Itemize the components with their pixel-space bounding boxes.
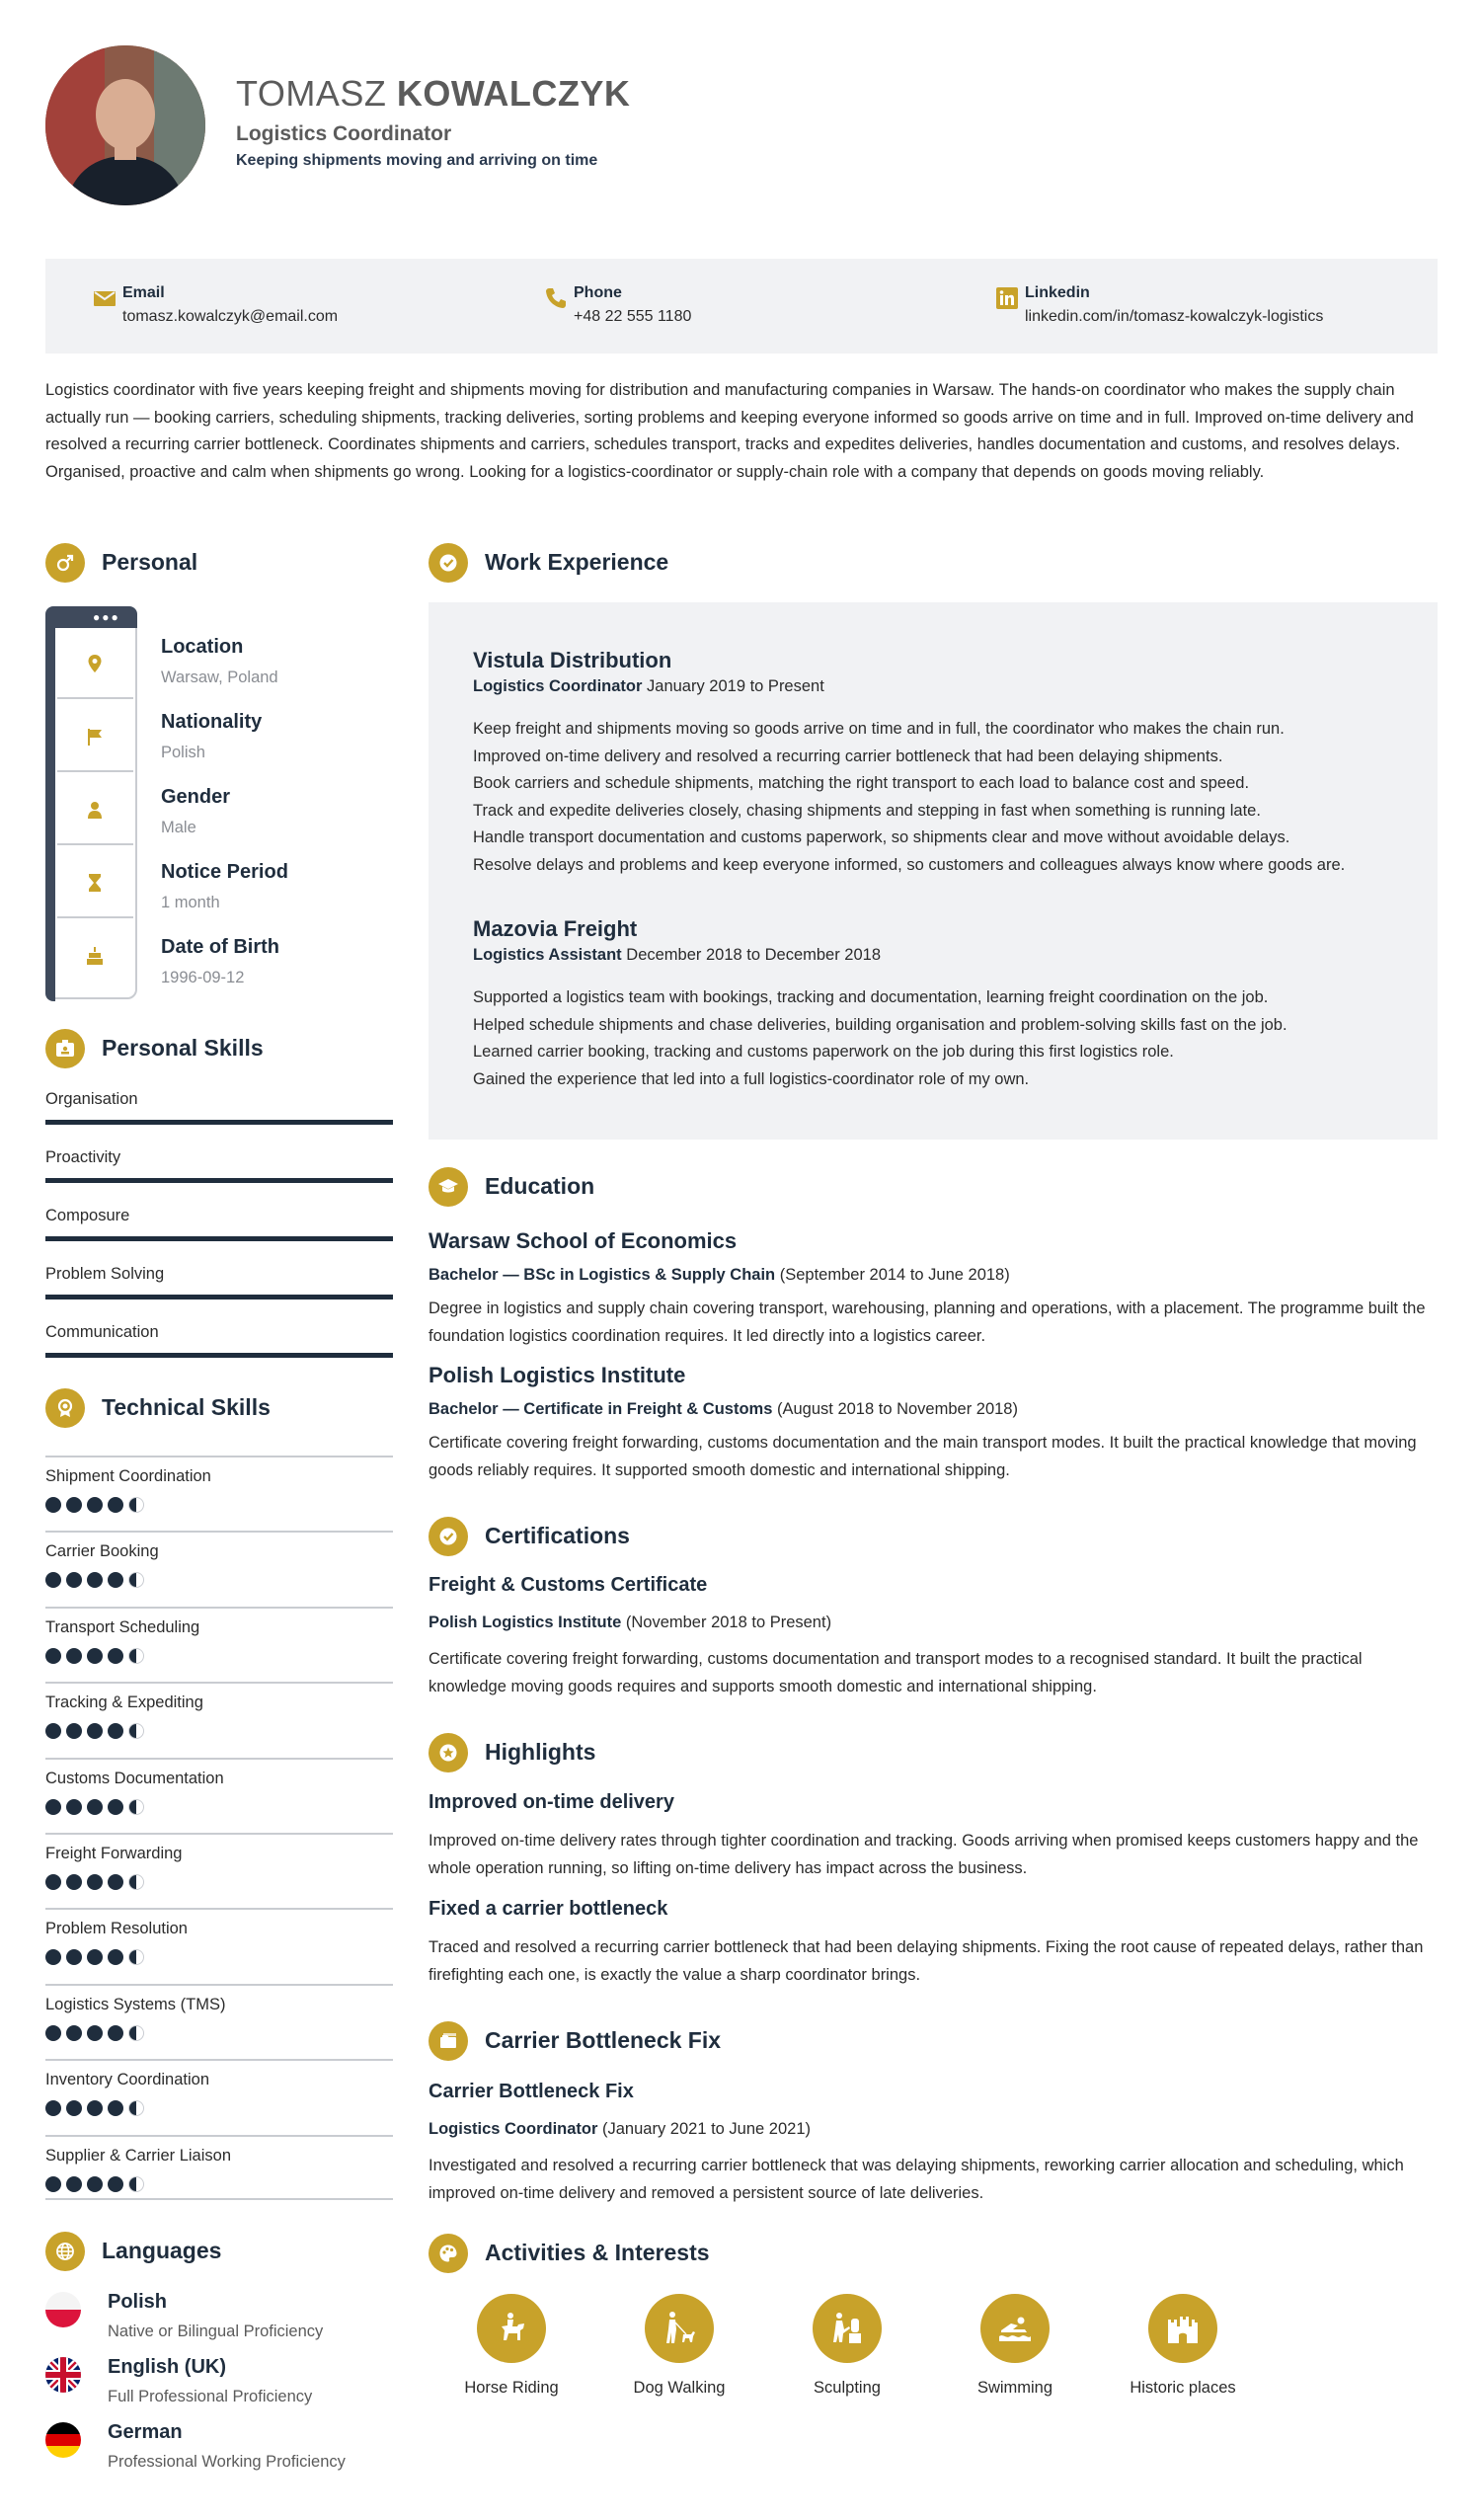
- technical-skill-name: Carrier Booking: [45, 1542, 159, 1561]
- degree-line: [429, 1400, 1018, 1419]
- technical-skill: [45, 1607, 393, 1676]
- rating-dot: [45, 1648, 61, 1664]
- project-role: Logistics Coordinator: [429, 2120, 598, 2138]
- job-line: Gained the experience that led into a full logistics-coordinator role of my own.: [473, 1069, 1030, 1088]
- degree-dates: (August 2018 to November 2018): [777, 1400, 1018, 1418]
- job-line: Supported a logistics team with bookings, tracking and documentation, learning freight coordination on the job.: [473, 988, 1269, 1006]
- sculpting-icon: [813, 2294, 882, 2363]
- interest-dog-walking: [610, 2294, 748, 2402]
- technical-skill-name: Freight Forwarding: [45, 1845, 183, 1862]
- rating-dot: [87, 1949, 103, 1965]
- frame-dots: ●●●: [93, 610, 120, 624]
- project-dates: (January 2021 to June 2021): [602, 2120, 811, 2138]
- divider: [45, 1607, 393, 1609]
- resume-header: [45, 45, 1428, 205]
- job-meta: [473, 677, 824, 696]
- language-level: Native or Bilingual Proficiency: [108, 2323, 324, 2340]
- rating-dot-half: [128, 2100, 144, 2116]
- divider: [45, 2059, 393, 2061]
- swimming-icon: [980, 2294, 1050, 2363]
- rating-dot: [66, 1648, 82, 1664]
- email-icon: [93, 286, 117, 310]
- linkedin-value[interactable]: linkedin.com/in/tomasz-kowalczyk-logistics: [1025, 308, 1324, 325]
- technical-skill: [45, 1456, 393, 1525]
- personal-label-dob: Date of Birth: [161, 936, 279, 958]
- rating-dot: [66, 1723, 82, 1739]
- section-title-languages: Languages: [102, 2238, 222, 2263]
- skill-bar: [45, 1120, 393, 1125]
- horse-riding-icon: [477, 2294, 546, 2363]
- job-line: Improved on-time delivery and resolved a recurring carrier bottleneck that had been delaying shipments.: [473, 747, 1223, 765]
- rating-dot: [66, 1874, 82, 1890]
- job-dates: December 2018 to December 2018: [626, 946, 882, 964]
- personal-skill: Proactivity: [45, 1148, 121, 1166]
- rating-dot: [87, 1572, 103, 1588]
- technical-skill-name: Shipment Coordination: [45, 1467, 211, 1485]
- personal-value-nationality: Polish: [161, 744, 205, 761]
- personal-cell-gender: [57, 774, 133, 845]
- rating-dot-half: [128, 1799, 144, 1815]
- rating-dot: [45, 1572, 61, 1588]
- uk-flag-icon: [45, 2357, 81, 2393]
- location-pin-icon: [85, 654, 105, 673]
- divider: [45, 1908, 393, 1910]
- profile-photo: [45, 45, 205, 205]
- certificate-issuer-line: [429, 1614, 831, 1632]
- divider: [45, 1833, 393, 1835]
- full-name: [236, 73, 630, 115]
- rating-dot: [45, 1723, 61, 1739]
- castle-icon: [1148, 2294, 1217, 2363]
- school-name: Warsaw School of Economics: [429, 1228, 738, 1253]
- technical-skill: [45, 1682, 393, 1751]
- section-title-personal: Personal: [102, 549, 198, 575]
- frame-topbar: [45, 606, 137, 628]
- personal-value-notice: 1 month: [161, 894, 220, 911]
- job-title: Logistics Coordinator: [473, 677, 643, 695]
- job-title: Logistics Assistant: [473, 946, 622, 964]
- personal-cell-dob: [57, 920, 133, 991]
- job-line: Learned carrier booking, tracking and customs paperwork on the job during this first logistics role.: [473, 1043, 1174, 1061]
- rating-dot: [87, 1648, 103, 1664]
- technical-skill: [45, 1758, 393, 1827]
- personal-cell-notice: [57, 847, 133, 918]
- technical-skill-name: Problem Resolution: [45, 1920, 188, 1938]
- job-line: Track and expedite deliveries closely, chasing shipments and stepping in fast when something is running late.: [473, 801, 1261, 820]
- rating-dot: [66, 1949, 82, 1965]
- skill-bar: [45, 1295, 393, 1299]
- degree-line: [429, 1266, 1010, 1285]
- highlight-text: Traced and resolved a recurring carrier bottleneck that had been delaying shipments. Fixing the root cause of repeated delays, rather than firefighting each one, is exactly the value a sharp coordinator brings.: [429, 1938, 1424, 1984]
- degree: Bachelor — Certificate in Freight & Customs: [429, 1400, 773, 1418]
- technical-skill-name: Inventory Coordination: [45, 2071, 210, 2089]
- tagline: Keeping shipments moving and arriving on time: [236, 152, 598, 169]
- technical-skill: [45, 1908, 393, 1977]
- section-title-certifications: Certifications: [485, 1523, 630, 1548]
- dog-walking-icon: [645, 2294, 714, 2363]
- phone-icon: [544, 286, 568, 310]
- section-title-work: Work Experience: [485, 549, 669, 575]
- rating-dot: [66, 1572, 82, 1588]
- job-line: Handle transport documentation and customs paperwork, so shipments clear and move without avoidable delays.: [473, 828, 1290, 846]
- technical-skill-name: Tracking & Expediting: [45, 1693, 203, 1712]
- rating-dot: [45, 2100, 61, 2116]
- job-line: Helped schedule shipments and chase deliveries, building organisation and problem-solving skills fast on the job.: [473, 1015, 1287, 1034]
- divider: [45, 1758, 393, 1760]
- degree: Bachelor — BSc in Logistics & Supply Chain: [429, 1266, 776, 1284]
- certificate-check-icon: [429, 1517, 468, 1556]
- technical-skill: [45, 2059, 393, 2128]
- job-description: [473, 716, 1401, 879]
- interest-label: Sculpting: [814, 2379, 881, 2397]
- rating-dot: [87, 1497, 103, 1513]
- highlight-title: Improved on-time delivery: [429, 1791, 674, 1813]
- highlight-text: Improved on-time delivery rates through tighter coordination and tracking. Goods arriving when promised keeps customers happy and the whole operation running, so lifting on-time delivery has impact across the business.: [429, 1832, 1419, 1877]
- technical-skill-name: Customs Documentation: [45, 1769, 224, 1787]
- rating-dot: [108, 1497, 123, 1513]
- personal-skill: Communication: [45, 1323, 159, 1341]
- personal-value-dob: 1996-09-12: [161, 969, 245, 986]
- language-name: German: [108, 2421, 183, 2443]
- rating-dot: [108, 2025, 123, 2041]
- education-description: Degree in logistics and supply chain covering transport, warehousing, planning and operations, with a placement. The programme built the foundation logistics coordination requires. It led directly into a logistics career.: [429, 1299, 1426, 1345]
- project-name: Carrier Bottleneck Fix: [429, 2081, 634, 2102]
- divider: [45, 1984, 393, 1986]
- rating-dot-half: [128, 1648, 144, 1664]
- germany-flag-icon: [45, 2422, 81, 2458]
- education-description: Certificate covering freight forwarding, customs documentation and the main transport modes. It built the practical knowledge that moving goods reliably requires. It supported smooth domestic and international shipping.: [429, 1434, 1417, 1479]
- language-level: Full Professional Proficiency: [108, 2388, 313, 2405]
- project-role-line: [429, 2120, 811, 2139]
- technical-skill: [45, 1531, 393, 1600]
- personal-skill: Composure: [45, 1207, 130, 1224]
- section-title-personal-skills: Personal Skills: [102, 1035, 264, 1061]
- rating-dot: [66, 1497, 82, 1513]
- globe-icon: [45, 2232, 85, 2271]
- award-ribbon-icon: [45, 1388, 85, 1428]
- rating-dot: [108, 1648, 123, 1664]
- language-name: Polish: [108, 2291, 168, 2313]
- rating-dot: [108, 1572, 123, 1588]
- school-name: Polish Logistics Institute: [429, 1363, 686, 1387]
- rating-dot: [87, 1799, 103, 1815]
- email-label: Email: [122, 284, 165, 301]
- graduation-cap-icon: [429, 1167, 468, 1207]
- first-name: TOMASZ: [236, 73, 387, 114]
- language-level: Professional Working Proficiency: [108, 2453, 346, 2471]
- palette-icon: [429, 2234, 468, 2273]
- divider: [45, 2135, 393, 2137]
- phone-value[interactable]: +48 22 555 1180: [574, 308, 692, 325]
- rating-dot: [87, 1723, 103, 1739]
- rating-dot: [87, 2025, 103, 2041]
- email-value[interactable]: tomasz.kowalczyk@email.com: [122, 308, 339, 325]
- job-description: [473, 984, 1401, 1093]
- rating-dot: [45, 2176, 61, 2192]
- contact-bar: [45, 259, 1438, 354]
- interest-label: Historic places: [1130, 2379, 1236, 2397]
- gender-symbol-icon: [45, 543, 85, 583]
- divider: [45, 1456, 393, 1457]
- rating-dot-half: [128, 1949, 144, 1965]
- project-description: Investigated and resolved a recurring carrier bottleneck that was delaying shipments, reworking carrier allocation and scheduling, which improved on-time delivery and removed a persistent source of late deliveries.: [429, 2157, 1404, 2202]
- certificate-description: Certificate covering freight forwarding, customs documentation and transport modes to a recognised standard. It built the practical knowledge moving goods requires and supports smooth domestic and international shipping.: [429, 1650, 1363, 1695]
- folder-icon: [429, 2021, 468, 2061]
- interest-swimming: [946, 2294, 1084, 2402]
- rating-dot: [66, 2100, 82, 2116]
- rating-dot: [45, 1874, 61, 1890]
- skill-bar: [45, 1353, 393, 1358]
- personal-cell-location: [57, 628, 133, 699]
- frame-leftbar: [45, 626, 55, 1001]
- rating-dot: [108, 1874, 123, 1890]
- personal-label-gender: Gender: [161, 786, 231, 808]
- job-meta: [473, 946, 881, 965]
- skill-bar: [45, 1178, 393, 1183]
- personal-label-notice: Notice Period: [161, 861, 288, 883]
- section-title-highlights: Highlights: [485, 1739, 596, 1765]
- divider: [45, 1531, 393, 1533]
- job-dates: January 2019 to Present: [647, 677, 824, 695]
- interest-historic-places: [1114, 2294, 1252, 2402]
- person-icon: [85, 800, 105, 820]
- certificate-name: Freight & Customs Certificate: [429, 1574, 708, 1596]
- rating-dot-half: [128, 2025, 144, 2041]
- rating-dot: [108, 1799, 123, 1815]
- phone-label: Phone: [574, 284, 622, 301]
- personal-skill: Organisation: [45, 1090, 138, 1108]
- job-line: Keep freight and shipments moving so goods arrive on time and in full, the coordinator who makes the chain run.: [473, 720, 1285, 738]
- personal-value-location: Warsaw, Poland: [161, 669, 278, 686]
- rating-dot-half: [128, 1497, 144, 1513]
- rating-dot: [45, 2025, 61, 2041]
- interest-label: Horse Riding: [464, 2379, 559, 2397]
- rating-dot-half: [128, 1572, 144, 1588]
- job-line: Book carriers and schedule shipments, matching the right transport to each load to balance cost and speed.: [473, 774, 1250, 792]
- rating-dot: [45, 1799, 61, 1815]
- technical-skill: [45, 1833, 393, 1902]
- section-title-interests: Activities & Interests: [485, 2240, 710, 2265]
- certificate-issuer: Polish Logistics Institute: [429, 1614, 622, 1631]
- linkedin-label: Linkedin: [1025, 284, 1090, 301]
- interest-label: Swimming: [976, 2379, 1053, 2397]
- rating-dot: [87, 1874, 103, 1890]
- hourglass-icon: [85, 873, 105, 893]
- certificate-dates: (November 2018 to Present): [625, 1614, 832, 1631]
- technical-skill-name: Transport Scheduling: [45, 1617, 200, 1636]
- personal-label-nationality: Nationality: [161, 711, 263, 733]
- degree-dates: (September 2014 to June 2018): [779, 1266, 1010, 1284]
- job-title: Logistics Coordinator: [236, 122, 452, 145]
- personal-info-frame: [45, 606, 137, 999]
- rating-dot: [66, 1799, 82, 1815]
- divider: [45, 2198, 393, 2200]
- linkedin-icon: [995, 286, 1019, 310]
- interest-horse-riding: [442, 2294, 581, 2402]
- interest-sculpting: [778, 2294, 916, 2402]
- job-company: Vistula Distribution: [473, 648, 672, 672]
- rating-dot: [108, 1949, 123, 1965]
- technical-skill: [45, 1984, 393, 2053]
- profile-summary: Logistics coordinator with five years keeping freight and shipments moving for distribution and manufacturing companies in Warsaw. The hands-on coordinator who makes the supply chain actually run — booking carriers, scheduling shipments, tracking deliveries, sorting problems and keeping everyone informed so goods arrive on time and in full. Improved on-time delivery and resolved a recurring carrier bottleneck. Coordinates shipments and carriers, schedules transport, tracks and expedites deliveries, handles documentation and customs, and resolves delays. Organised, proactive and calm when shipments go wrong. Looking for a logistics-coordinator or supply-chain role with a company that depends on goods moving reliably.: [45, 381, 1414, 481]
- personal-label-location: Location: [161, 636, 244, 658]
- rating-dot: [108, 2176, 123, 2192]
- personal-skill: Problem Solving: [45, 1265, 165, 1283]
- cake-icon: [85, 946, 105, 966]
- technical-skill-name: Supplier & Carrier Liaison: [45, 2146, 232, 2165]
- skill-bar: [45, 1236, 393, 1241]
- rating-dot-half: [128, 1874, 144, 1890]
- rating-dot-half: [128, 1723, 144, 1739]
- rating-dot: [108, 2100, 123, 2116]
- rating-dot: [66, 2025, 82, 2041]
- personal-value-gender: Male: [161, 819, 196, 836]
- rating-dot: [45, 1497, 61, 1513]
- highlight-title: Fixed a carrier bottleneck: [429, 1898, 668, 1920]
- badge-check-icon: [429, 543, 468, 583]
- last-name: KOWALCZYK: [396, 73, 631, 114]
- rating-dot: [45, 1949, 61, 1965]
- job-line: Resolve delays and problems and keep everyone informed, so customers and colleagues always know where goods are.: [473, 855, 1346, 874]
- poland-flag-icon: [45, 2292, 81, 2327]
- rating-dot: [66, 2176, 82, 2192]
- id-card-icon: [45, 1029, 85, 1068]
- rating-dot: [87, 2176, 103, 2192]
- rating-dot: [87, 2100, 103, 2116]
- section-title-education: Education: [485, 1173, 595, 1199]
- personal-cell-nationality: [57, 701, 133, 772]
- technical-skill-name: Logistics Systems (TMS): [45, 1995, 226, 2013]
- section-title-technical-skills: Technical Skills: [102, 1394, 271, 1420]
- rating-dot: [108, 1723, 123, 1739]
- interest-label: Dog Walking: [633, 2379, 726, 2397]
- technical-skill: [45, 2135, 393, 2204]
- section-title-project: Carrier Bottleneck Fix: [485, 2027, 722, 2053]
- divider: [45, 1682, 393, 1684]
- language-name: English (UK): [108, 2356, 226, 2378]
- flag-icon: [85, 727, 105, 747]
- rating-dot-half: [128, 2176, 144, 2192]
- star-badge-icon: [429, 1733, 468, 1772]
- job-company: Mazovia Freight: [473, 916, 638, 941]
